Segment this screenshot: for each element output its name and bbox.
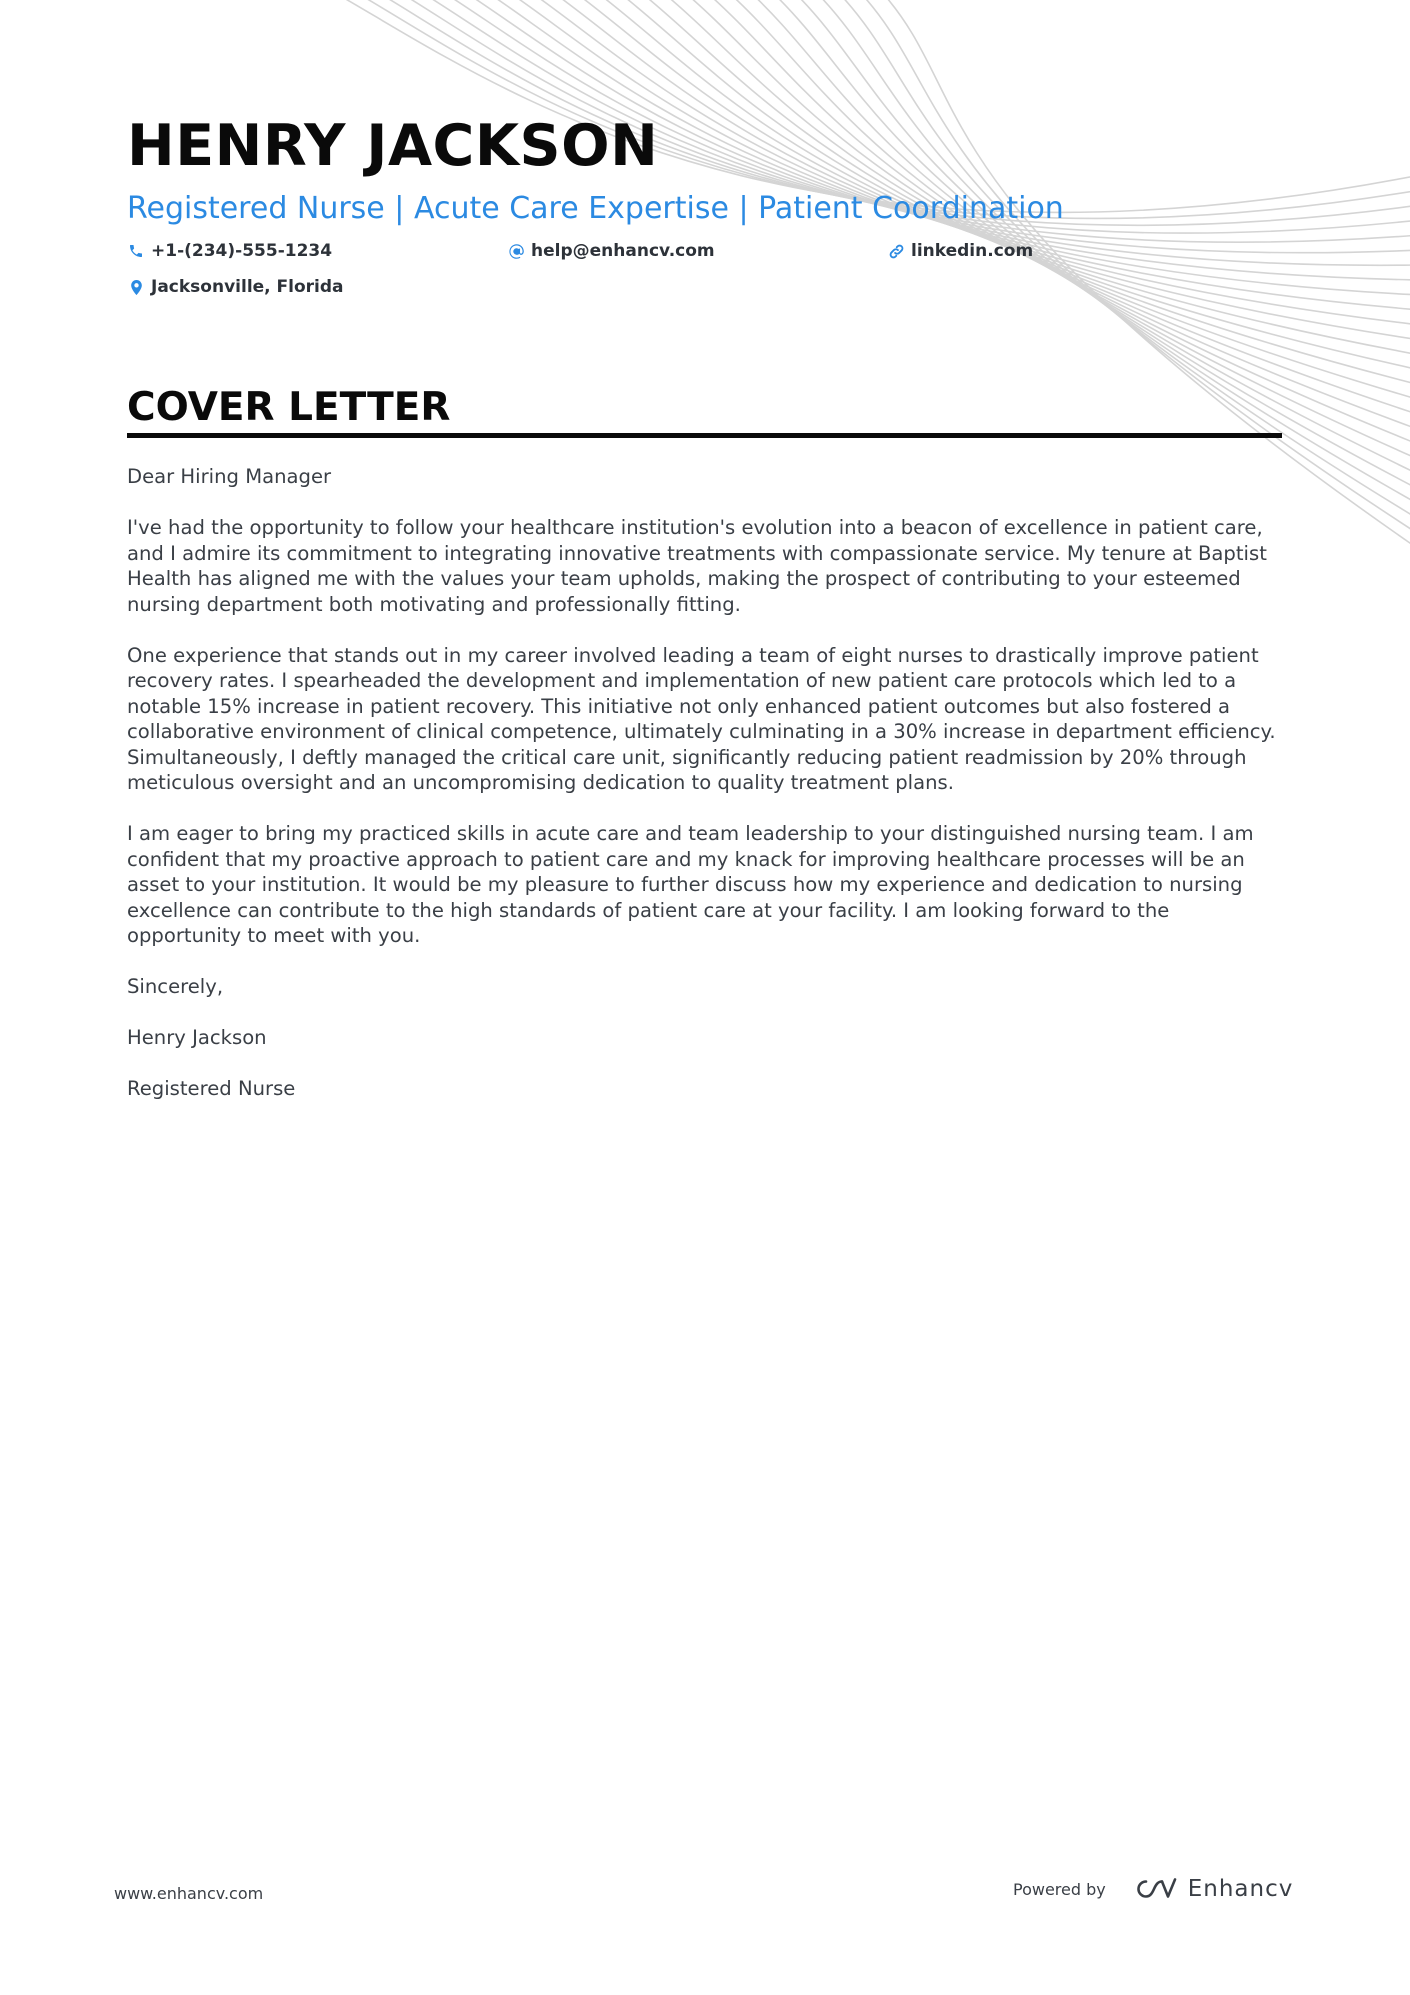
phone-icon	[127, 242, 145, 260]
section-title: COVER LETTER	[127, 385, 451, 430]
enhancv-logo-icon	[1132, 1876, 1178, 1902]
letter-paragraph: I've had the opportunity to follow your healthcare institution's evolution into a beacon of excellence in patient care, and I admire its commitment to integrating innovative treatments with compassionate service. My tenure at Baptist Health has aligned me with the values your team upholds, making the prospect of contributing to your esteemed nursing department both motivating and professionally fitting.	[127, 516, 1267, 616]
link-icon	[887, 242, 905, 260]
candidate-name: HENRY JACKSON	[127, 113, 659, 179]
candidate-title: Registered Nurse | Acute Care Expertise | Patient Coordination	[127, 191, 1064, 226]
signature-title: Registered Nurse	[127, 1077, 296, 1100]
letter-body	[127, 464, 1287, 1127]
footer-website-link[interactable]: www.enhancv.com	[114, 1884, 264, 1903]
wave-line	[572, 0, 1410, 340]
footer-branding[interactable]	[1013, 1876, 1293, 1902]
signature-name: Henry Jackson	[127, 1026, 267, 1049]
wave-line	[594, 0, 1410, 355]
wave-line	[616, 0, 1410, 370]
contact-location	[127, 275, 344, 299]
contact-email[interactable]	[507, 239, 715, 263]
email-text: help@enhancv.com	[531, 241, 715, 261]
wave-line	[858, 0, 1410, 535]
linkedin-text: linkedin.com	[911, 241, 1034, 261]
wave-line	[792, 0, 1410, 490]
letter-paragraph: One experience that stands out in my career involved leading a team of eight nurses to drastically improve patient recovery rates. I spearheaded the development and implementation of new patient care protocols which led to a notable 15% increase in patient recovery. This initiative not only enhanced patient outcomes but also fostered a collaborative environment of clinical competence, ultimately culminating in a 30% increase in department efficiency. Simultaneously, I deftly managed the critical care unit, significantly reducing patient readmission by 20% through meticulous oversight and an uncompromising dedication to quality treatment plans.	[127, 643, 1276, 794]
section-divider	[127, 433, 1282, 438]
letter-paragraph: I am eager to bring my practiced skills in acute care and team leadership to your distinguished nursing team. I am confident that my proactive approach to patient care and my knack for improving healthcare processes will be an asset to your institution. It would be my pleasure to further discuss how my experience and dedication to nursing excellence can contribute to the high standards of patient care at your facility. I am looking forward to the opportunity to meet with you.	[127, 822, 1254, 947]
letter-closing: Sincerely,	[127, 975, 224, 998]
location-text: Jacksonville, Florida	[151, 277, 344, 297]
letter-greeting: Dear Hiring Manager	[127, 465, 332, 488]
contact-phone[interactable]	[127, 239, 332, 263]
wave-line	[770, 0, 1410, 475]
at-icon	[507, 242, 525, 260]
wave-line	[528, 0, 1410, 310]
brand-name: Enhancv	[1187, 1876, 1294, 1902]
powered-by-label: Powered by	[1013, 1879, 1106, 1899]
contact-linkedin[interactable]	[887, 239, 1033, 263]
location-pin-icon	[127, 278, 145, 296]
wave-line	[550, 0, 1410, 325]
phone-text: +1-(234)-555-1234	[151, 241, 333, 261]
wave-line	[748, 0, 1410, 460]
